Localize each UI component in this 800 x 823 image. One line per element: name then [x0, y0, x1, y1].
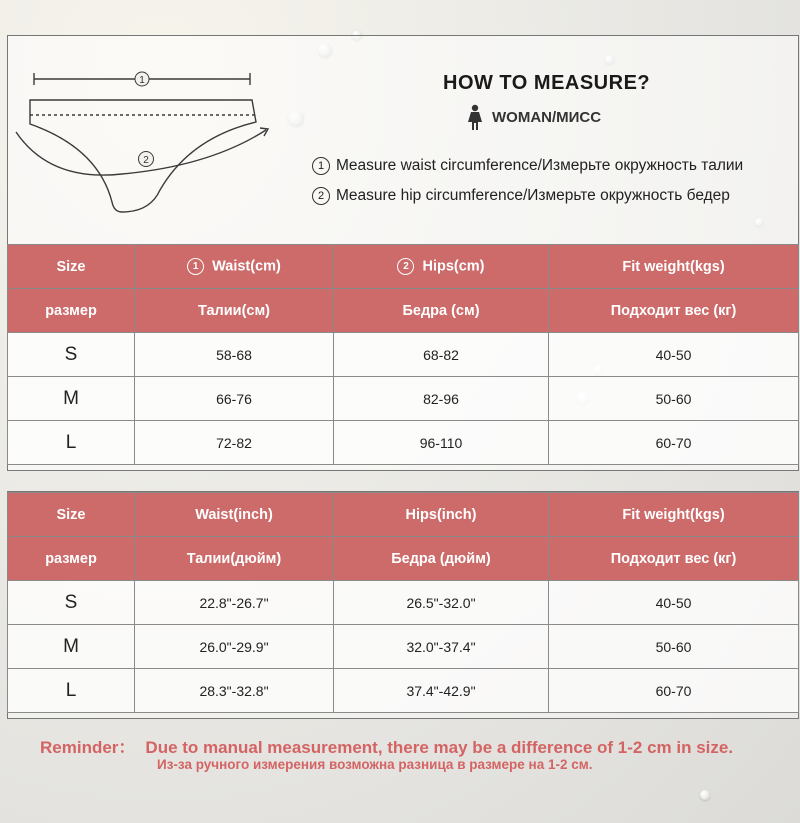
- waist-cell: 26.0"-29.9": [135, 625, 334, 669]
- header-waist: [135, 245, 334, 289]
- header-size: Size: [8, 493, 135, 537]
- waist-number-icon: 1: [312, 157, 330, 175]
- size-cell: M: [8, 625, 135, 669]
- header-hips: Hips(inch): [334, 493, 549, 537]
- briefs-diagram: [10, 62, 290, 222]
- table-row: [8, 377, 799, 421]
- header-hips-ru: Бедра (дюйм): [334, 537, 549, 581]
- size-cell: L: [8, 421, 135, 465]
- weight-cell: 40-50: [549, 333, 799, 377]
- svg-text:1: 1: [139, 75, 145, 86]
- hips-cell: 68-82: [334, 333, 549, 377]
- waist-cell: 66-76: [135, 377, 334, 421]
- header-waist-label: Waist(cm): [212, 258, 281, 275]
- table-row: [8, 581, 799, 625]
- table-header-row: [8, 245, 799, 289]
- reminder-label: Reminder：: [40, 738, 136, 757]
- svg-text:2: 2: [143, 155, 149, 166]
- instruction-hip: [312, 187, 730, 205]
- reminder-text-ru: Из-за ручного измерения возможна разница в размере на 1-2 см.: [157, 757, 593, 772]
- size-cell: S: [8, 333, 135, 377]
- header-waist-ru: Талии(дюйм): [135, 537, 334, 581]
- header-size-ru: размер: [8, 537, 135, 581]
- instruction-text: Measure hip circumference/Измерьте окружность бедер: [336, 187, 730, 204]
- header-waist: Waist(inch): [135, 493, 334, 537]
- page-subtitle: [466, 104, 601, 130]
- header-size: Size: [8, 245, 135, 289]
- waist-cell: 28.3"-32.8": [135, 669, 334, 713]
- table-header-row-ru: [8, 289, 799, 333]
- hips-cell: 32.0"-37.4": [334, 625, 549, 669]
- table-row: [8, 625, 799, 669]
- size-cell: S: [8, 581, 135, 625]
- table-row: [8, 421, 799, 465]
- hip-number-icon: 2: [312, 187, 330, 205]
- table-header-row-ru: [8, 537, 799, 581]
- header-size-ru: размер: [8, 289, 135, 333]
- weight-cell: 40-50: [549, 581, 799, 625]
- weight-cell: 50-60: [549, 625, 799, 669]
- weight-cell: 50-60: [549, 377, 799, 421]
- header-waist-ru: Талии(см): [135, 289, 334, 333]
- subtitle-label: WOMAN/МИСС: [492, 108, 602, 126]
- hips-cell: 37.4"-42.9": [334, 669, 549, 713]
- header-weight-ru: Подходит вес (кг): [549, 289, 799, 333]
- hip-number-icon: 2: [397, 258, 414, 275]
- waist-number-icon: 1: [187, 258, 204, 275]
- header-hips: [334, 245, 549, 289]
- size-cell: L: [8, 669, 135, 713]
- table-row: [8, 669, 799, 713]
- weight-cell: 60-70: [549, 421, 799, 465]
- instruction-text: Measure waist circumference/Измерьте окружность талии: [336, 157, 744, 174]
- instruction-waist: [312, 157, 743, 175]
- hip-marker-icon: [139, 152, 154, 167]
- reminder-line: [40, 733, 733, 758]
- pearl-decoration: [700, 790, 710, 800]
- woman-icon: [466, 104, 484, 130]
- header-weight: Fit weight(kgs): [549, 493, 799, 537]
- header-hips-label: Hips(cm): [422, 258, 485, 275]
- size-cell: M: [8, 377, 135, 421]
- header-hips-ru: Бедра (см): [334, 289, 549, 333]
- size-table-inch: [7, 492, 799, 713]
- hips-cell: 96-110: [334, 421, 549, 465]
- table-row: [8, 333, 799, 377]
- waist-cell: 72-82: [135, 421, 334, 465]
- hips-cell: 82-96: [334, 377, 549, 421]
- waist-cell: 58-68: [135, 333, 334, 377]
- reminder-text: Due to manual measurement, there may be a difference of 1-2 cm in size.: [145, 738, 734, 757]
- size-table-cm: [7, 244, 799, 465]
- table-header-row: [8, 493, 799, 537]
- weight-cell: 60-70: [549, 669, 799, 713]
- page-title: HOW TO MEASURE?: [443, 72, 651, 94]
- header-weight-ru: Подходит вес (кг): [549, 537, 799, 581]
- waist-cell: 22.8"-26.7": [135, 581, 334, 625]
- header-weight: Fit weight(kgs): [549, 245, 799, 289]
- waist-marker-icon: [135, 72, 149, 86]
- hips-cell: 26.5"-32.0": [334, 581, 549, 625]
